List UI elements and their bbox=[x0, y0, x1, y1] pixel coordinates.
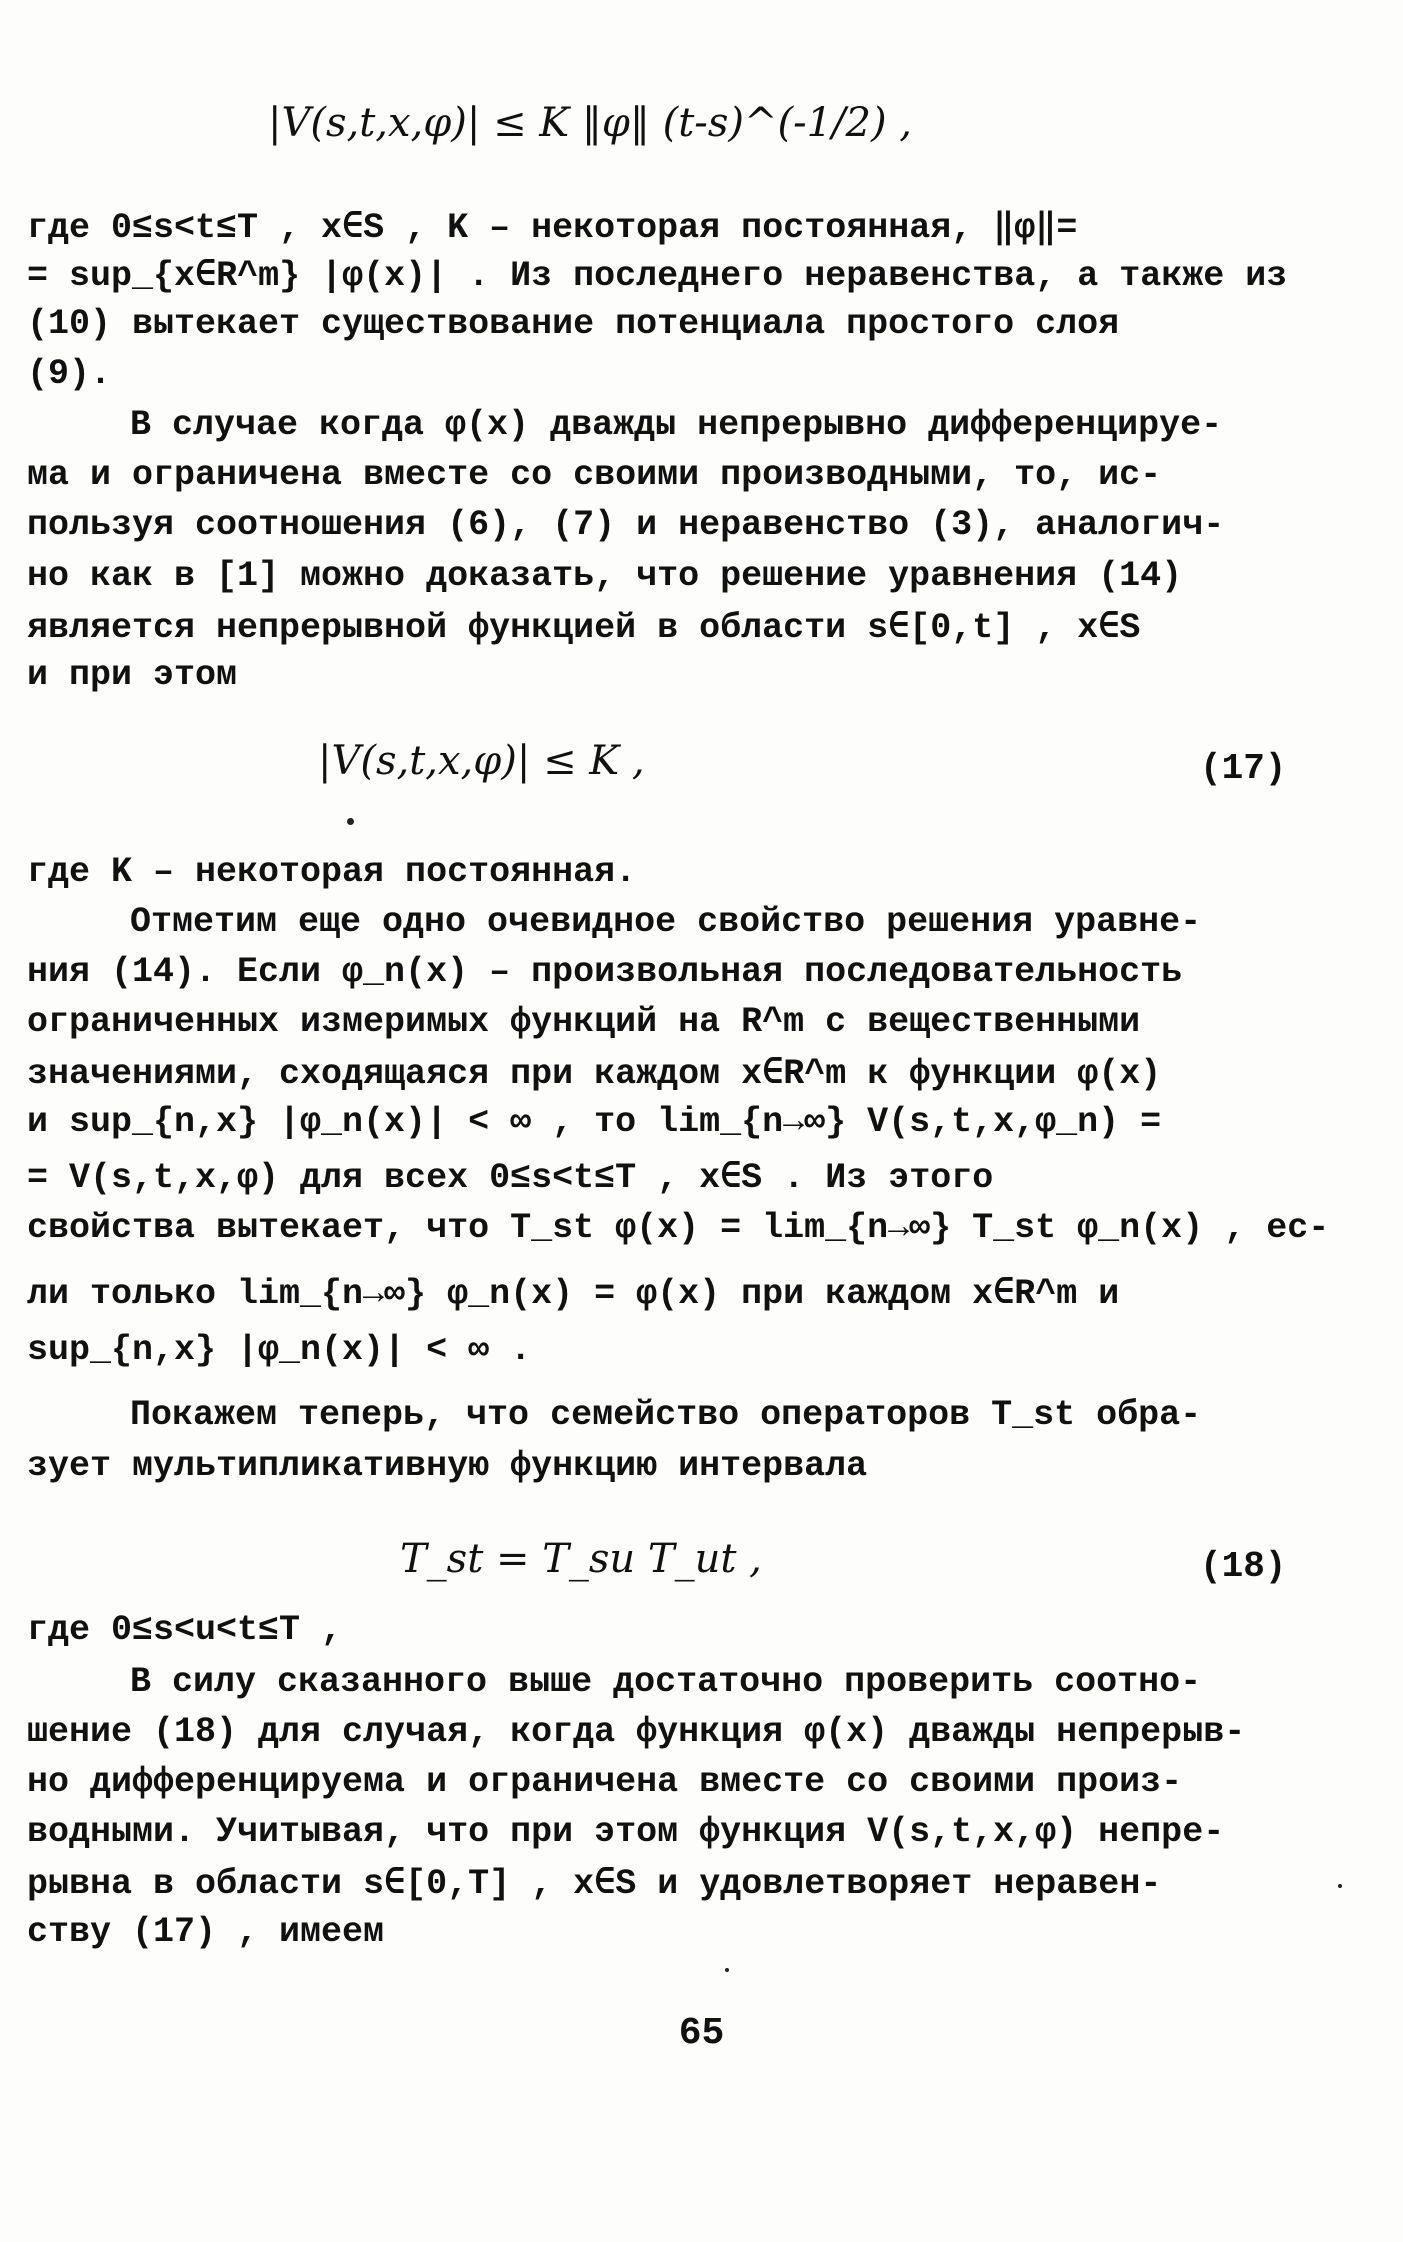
text-line: = V(s,t,x,φ) для всех 0≤s<t≤T , x∈S . Из этого bbox=[27, 1158, 994, 1198]
text-line: где 0≤s<t≤T , x∈S , K – некоторая постоянная, ‖φ‖= bbox=[27, 208, 1078, 248]
page-number: 65 bbox=[678, 2012, 725, 2055]
text-line: водными. Учитывая, что при этом функция V(s,t,x,φ) непре- bbox=[27, 1812, 1225, 1852]
text-line: рывна в области s∈[0,T] , x∈S и удовлетворяет неравен- bbox=[27, 1864, 1162, 1904]
equation-17: |V(s,t,x,φ)| ≤ K , bbox=[318, 738, 645, 784]
text-line: ограниченных измеримых функций на R^m с вещественными bbox=[27, 1002, 1141, 1042]
text-line: пользуя соотношения (6), (7) и неравенство (3), аналогич- bbox=[27, 505, 1225, 545]
text-line: В силу сказанного выше достаточно проверить соотно- bbox=[130, 1662, 1202, 1702]
text-line: = sup_{x∈R^m} |φ(x)| . Из последнего неравенства, а также из bbox=[27, 256, 1288, 296]
text-line: где 0≤s<u<t≤T , bbox=[27, 1610, 343, 1650]
text-line: Покажем теперь, что семейство операторов T_st обра- bbox=[130, 1395, 1202, 1435]
text-line: и sup_{n,x} |φ_n(x)| < ∞ , то lim_{n→∞} V(s,t,x,φ_n) = bbox=[27, 1102, 1162, 1142]
text-line: шение (18) для случая, когда функция φ(x) дважды непрерыв- bbox=[27, 1712, 1246, 1752]
text-line: Отметим еще одно очевидное свойство решения уравне- bbox=[130, 902, 1202, 942]
text-line: ству (17) , имеем bbox=[27, 1912, 385, 1952]
text-line: но дифференцируема и ограничена вместе со своими произ- bbox=[27, 1762, 1183, 1802]
text-line: где K – некоторая постоянная. bbox=[27, 852, 637, 892]
text-line: зует мультипликативную функцию интервала bbox=[27, 1446, 868, 1486]
text-line: значениями, сходящаяся при каждом x∈R^m к функции φ(x) bbox=[27, 1054, 1162, 1094]
text-line: и при этом bbox=[27, 655, 238, 695]
text-line: свойства вытекает, что T_st φ(x) = lim_{n→∞} T_st φ_n(x) , ес- bbox=[27, 1208, 1330, 1248]
text-line: (10) вытекает существование потенциала простого слоя bbox=[27, 304, 1120, 344]
text-line: ма и ограничена вместе со своими производными, то, ис- bbox=[27, 455, 1162, 495]
print-speck bbox=[347, 818, 354, 825]
text-line: sup_{n,x} |φ_n(x)| < ∞ . bbox=[27, 1330, 532, 1370]
text-line: является непрерывной функцией в области s∈[0,t] , x∈S bbox=[27, 608, 1141, 648]
print-speck bbox=[725, 1968, 729, 1972]
equation-18: T_st = T_su T_ut , bbox=[400, 1536, 762, 1582]
text-line: (9). bbox=[27, 354, 112, 394]
print-speck bbox=[1338, 1884, 1342, 1888]
text-line: В случае когда φ(x) дважды непрерывно дифференцируе- bbox=[130, 405, 1223, 445]
equation-number: (17) bbox=[1200, 748, 1287, 789]
text-line: но как в [1] можно доказать, что решение уравнения (14) bbox=[27, 556, 1183, 596]
equation-top: |V(s,t,x,φ)| ≤ K ‖φ‖ (t-s)^(-1/2) , bbox=[268, 100, 913, 146]
text-line: ния (14). Если φ_n(x) – произвольная последовательность bbox=[27, 952, 1183, 992]
text-line: ли только lim_{n→∞} φ_n(x) = φ(x) при каждом x∈R^m и bbox=[27, 1274, 1120, 1314]
equation-number: (18) bbox=[1200, 1546, 1287, 1587]
